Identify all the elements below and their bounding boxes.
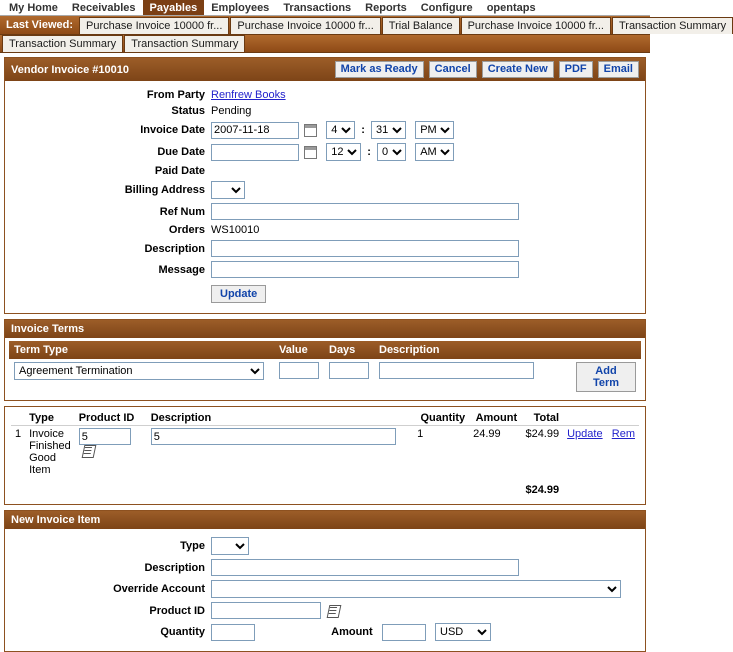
due-date-label: Due Date bbox=[157, 146, 205, 158]
row-total: $24.99 bbox=[525, 428, 560, 440]
new-item-quantity-input[interactable] bbox=[211, 624, 255, 641]
last-viewed-bar-row2 bbox=[0, 35, 650, 53]
calendar-icon[interactable] bbox=[304, 146, 317, 159]
invoice-date-input[interactable] bbox=[211, 122, 299, 139]
form-row-description bbox=[13, 238, 637, 259]
term-action-cell bbox=[571, 359, 641, 395]
row-actions bbox=[563, 426, 639, 479]
form-row-from-party bbox=[13, 87, 637, 103]
email-button[interactable]: Email bbox=[598, 61, 639, 78]
col-item-quantity: Quantity bbox=[413, 411, 469, 426]
message-input[interactable] bbox=[211, 261, 519, 278]
last-viewed-tab[interactable]: Trial Balance bbox=[382, 17, 460, 34]
last-viewed-tab[interactable]: Transaction Summary bbox=[124, 35, 245, 52]
new-item-row-quantity-amount bbox=[13, 621, 637, 643]
new-item-row-product-id bbox=[13, 600, 637, 621]
new-item-override-account-select[interactable] bbox=[211, 580, 621, 598]
term-days-cell bbox=[324, 359, 374, 395]
menu-item-configure[interactable]: Configure bbox=[420, 2, 473, 14]
due-ampm-select[interactable] bbox=[415, 143, 454, 161]
invoice-minute-select[interactable] bbox=[371, 121, 406, 139]
invoice-items-table bbox=[11, 411, 639, 498]
row-index: 1 bbox=[15, 428, 22, 440]
new-item-row-override-account bbox=[13, 578, 637, 600]
invoice-grand-total: $24.99 bbox=[525, 484, 560, 496]
invoice-items-header-row bbox=[11, 411, 639, 426]
vendor-invoice-form bbox=[13, 87, 637, 305]
term-description-cell bbox=[374, 359, 571, 395]
col-item-description: Description bbox=[147, 411, 413, 426]
menu-item-payables[interactable]: Payables bbox=[143, 0, 205, 15]
ref-num-input[interactable] bbox=[211, 203, 519, 220]
term-description-input[interactable] bbox=[379, 362, 534, 379]
new-item-quantity-label: Quantity bbox=[160, 626, 205, 638]
new-item-description-label: Description bbox=[144, 561, 205, 574]
invoice-items-panel bbox=[4, 406, 646, 505]
col-item-type: Type bbox=[25, 411, 75, 426]
row-quantity: 1 bbox=[417, 428, 424, 440]
status-value: Pending bbox=[211, 105, 252, 117]
billing-address-select[interactable] bbox=[211, 181, 245, 199]
col-item-total: Total bbox=[521, 411, 563, 426]
page-title: Vendor Invoice #10010 bbox=[11, 63, 130, 76]
invoice-terms-title: Invoice Terms bbox=[11, 323, 85, 335]
term-value-cell bbox=[274, 359, 324, 395]
col-value: Value bbox=[274, 341, 324, 359]
col-term-type: Term Type bbox=[9, 341, 274, 359]
message-label: Message bbox=[158, 263, 205, 276]
new-invoice-item-form bbox=[13, 535, 637, 643]
from-party-label: From Party bbox=[146, 89, 205, 101]
invoice-terms-input-row bbox=[9, 359, 641, 395]
invoice-hour-select[interactable] bbox=[326, 121, 355, 139]
due-minute-select[interactable] bbox=[377, 143, 406, 161]
last-viewed-tab[interactable]: Purchase Invoice 10000 fr... bbox=[461, 17, 611, 34]
mark-as-ready-button[interactable]: Mark as Ready bbox=[335, 61, 424, 78]
menu-item-my-home[interactable]: My Home bbox=[9, 2, 58, 14]
orders-value: WS10010 bbox=[211, 224, 260, 236]
paid-date-label: Paid Date bbox=[154, 165, 205, 177]
orders-label: Orders bbox=[168, 224, 205, 236]
new-item-type-label: Type bbox=[180, 540, 205, 552]
menu-item-employees[interactable]: Employees bbox=[211, 2, 270, 14]
invoice-items-total-row bbox=[11, 478, 639, 498]
invoice-terms-panel bbox=[4, 319, 646, 401]
main-menu-bar bbox=[0, 0, 650, 16]
row-product-id-cell bbox=[75, 426, 147, 479]
invoice-terms-body bbox=[5, 338, 645, 400]
invoice-items-body bbox=[5, 407, 645, 504]
last-viewed-tab[interactable]: Transaction Summary bbox=[612, 17, 733, 34]
row-product-id-input[interactable] bbox=[79, 428, 131, 445]
new-item-currency-select[interactable] bbox=[435, 623, 491, 641]
vendor-invoice-body bbox=[5, 81, 645, 313]
new-item-row-type bbox=[13, 535, 637, 557]
menu-item-reports[interactable]: Reports bbox=[365, 2, 407, 14]
vendor-invoice-panel bbox=[4, 57, 646, 314]
form-row-status bbox=[13, 103, 637, 119]
calendar-icon[interactable] bbox=[304, 124, 317, 137]
invoice-date-label: Invoice Date bbox=[140, 124, 205, 136]
ref-num-label: Ref Num bbox=[159, 205, 205, 218]
new-invoice-item-body bbox=[5, 529, 645, 651]
vendor-invoice-actions bbox=[335, 61, 639, 78]
new-item-product-id-input[interactable] bbox=[211, 602, 321, 619]
menu-item-opentaps[interactable]: opentaps bbox=[486, 2, 536, 14]
col-actions bbox=[571, 341, 641, 359]
row-amount: 24.99 bbox=[473, 428, 501, 440]
col-description: Description bbox=[374, 341, 571, 359]
new-item-override-account-label: Override Account bbox=[113, 583, 205, 595]
new-item-description-input[interactable] bbox=[211, 559, 519, 576]
col-item-actions bbox=[563, 411, 639, 426]
row-remove-link[interactable]: Rem bbox=[611, 428, 635, 440]
new-item-amount-label: Amount bbox=[331, 626, 373, 638]
col-item-amount: Amount bbox=[469, 411, 521, 426]
term-type-cell bbox=[9, 359, 274, 395]
row-item-type: Invoice Finished Good Item bbox=[29, 428, 71, 476]
last-viewed-tab[interactable]: Purchase Invoice 10000 fr... bbox=[79, 17, 229, 34]
col-item-product-id: Product ID bbox=[75, 411, 147, 426]
menu-item-transactions[interactable]: Transactions bbox=[283, 2, 352, 14]
lookup-icon[interactable] bbox=[82, 445, 96, 457]
new-item-row-description bbox=[13, 557, 637, 578]
row-update-link[interactable]: Update bbox=[567, 428, 603, 440]
last-viewed-tab[interactable]: Purchase Invoice 10000 fr... bbox=[230, 17, 380, 34]
invoice-terms-header-row bbox=[9, 341, 641, 359]
time-colon: : bbox=[361, 124, 365, 136]
description-input[interactable] bbox=[211, 240, 519, 257]
new-item-amount-input[interactable] bbox=[382, 624, 426, 641]
description-label: Description bbox=[144, 242, 205, 255]
billing-address-label: Billing Address bbox=[124, 184, 205, 196]
new-invoice-item-title: New Invoice Item bbox=[11, 514, 101, 526]
update-invoice-button[interactable]: Update bbox=[211, 285, 266, 303]
form-row-due-date bbox=[13, 141, 637, 163]
last-viewed-bar-row1 bbox=[0, 16, 727, 35]
lookup-icon[interactable] bbox=[327, 605, 341, 617]
menu-item-receivables[interactable]: Receivables bbox=[71, 2, 136, 14]
from-party-link[interactable]: Renfrew Books bbox=[211, 89, 286, 101]
row-description-cell bbox=[147, 426, 413, 479]
due-hour-select[interactable] bbox=[326, 143, 361, 161]
new-item-type-select[interactable] bbox=[211, 537, 249, 555]
invoice-terms-table bbox=[9, 341, 641, 395]
new-item-product-id-label: Product ID bbox=[149, 604, 205, 617]
time-colon: : bbox=[367, 146, 371, 158]
last-viewed-tab[interactable]: Transaction Summary bbox=[2, 35, 123, 52]
last-viewed-label: Last Viewed: bbox=[6, 19, 74, 31]
form-row-message bbox=[13, 259, 637, 280]
form-row-invoice-date bbox=[13, 119, 637, 141]
add-term-button[interactable]: Add Term bbox=[576, 362, 636, 392]
new-invoice-item-header bbox=[5, 511, 645, 529]
term-days-input[interactable] bbox=[329, 362, 369, 379]
term-value-input[interactable] bbox=[279, 362, 319, 379]
invoice-terms-header bbox=[5, 320, 645, 338]
form-row-billing-address bbox=[13, 179, 637, 201]
row-description-input[interactable] bbox=[151, 428, 396, 445]
cancel-button[interactable]: Cancel bbox=[429, 61, 477, 78]
form-row-ref-num bbox=[13, 201, 637, 222]
form-row-orders bbox=[13, 222, 637, 238]
term-type-select[interactable] bbox=[14, 362, 264, 380]
form-row-update bbox=[13, 280, 637, 305]
invoice-ampm-select[interactable] bbox=[415, 121, 454, 139]
due-date-input[interactable] bbox=[211, 144, 299, 161]
col-days: Days bbox=[324, 341, 374, 359]
form-row-paid-date bbox=[13, 163, 637, 179]
col-row-index bbox=[11, 411, 25, 426]
page-content bbox=[0, 53, 650, 652]
create-new-button[interactable]: Create New bbox=[482, 61, 554, 78]
vendor-invoice-header bbox=[5, 58, 645, 81]
pdf-button[interactable]: PDF bbox=[559, 61, 593, 78]
table-row bbox=[11, 426, 639, 479]
new-invoice-item-panel bbox=[4, 510, 646, 652]
status-label: Status bbox=[171, 105, 205, 117]
